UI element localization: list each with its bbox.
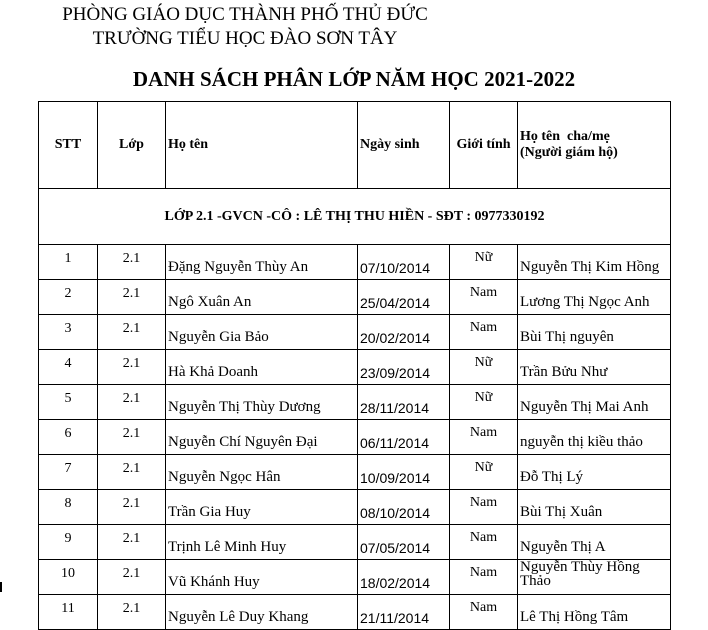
cell-gender: Nữ [450,245,518,280]
cell-student-name: Nguyễn Thị Thùy Dương [166,385,358,420]
cell-student-name: Ngô Xuân An [166,280,358,315]
col-header-class: Lớp [98,102,166,189]
table-row [39,525,671,560]
cell-class: 2.1 [98,420,166,455]
cell-gender: Nữ [450,385,518,420]
cell-parent-name: Lương Thị Ngọc Anh [518,280,671,315]
class-list-table [38,101,671,630]
cell-parent-name: Bùi Thị Xuân [518,490,671,525]
cell-stt: 4 [39,350,98,385]
cell-class: 2.1 [98,245,166,280]
cell-class: 2.1 [98,490,166,525]
col-header-parent-line1: Họ tên cha/mẹ [520,129,610,144]
col-header-name: Họ tên [166,102,358,189]
cell-dob: 08/10/2014 [358,490,450,525]
cell-gender: Nam [450,490,518,525]
cell-stt: 6 [39,420,98,455]
table-row [39,350,671,385]
table-header-row [39,102,671,189]
cell-student-name: Hà Khả Doanh [166,350,358,385]
cell-dob: 10/09/2014 [358,455,450,490]
cell-student-name: Vũ Khánh Huy [166,560,358,595]
cell-stt: 5 [39,385,98,420]
col-header-stt: STT [39,102,98,189]
cell-dob: 07/10/2014 [358,245,450,280]
cell-class: 2.1 [98,595,166,630]
cell-dob: 21/11/2014 [358,595,450,630]
cell-gender: Nam [450,560,518,595]
cell-stt: 1 [39,245,98,280]
table-row [39,560,671,595]
table-row [39,595,671,630]
cell-dob: 07/05/2014 [358,525,450,560]
cell-gender: Nam [450,280,518,315]
col-header-parent [518,102,671,189]
cell-class: 2.1 [98,385,166,420]
cell-student-name: Nguyễn Ngọc Hân [166,455,358,490]
cell-dob: 25/04/2014 [358,280,450,315]
cell-dob: 28/11/2014 [358,385,450,420]
cell-class: 2.1 [98,350,166,385]
cell-student-name: Nguyễn Chí Nguyên Đại [166,420,358,455]
cell-gender: Nữ [450,455,518,490]
cell-student-name: Trịnh Lê Minh Huy [166,525,358,560]
school-name: TRƯỜNG TIỂU HỌC ĐÀO SƠN TÂY [92,28,398,49]
page-edge-mark [0,582,2,592]
cell-parent-name: Bùi Thị nguyên [518,315,671,350]
document-title: DANH SÁCH PHÂN LỚP NĂM HỌC 2021-2022 [132,67,576,91]
table-row [39,455,671,490]
cell-parent-name: Nguyễn Thùy Hồng Thảo [518,560,671,595]
cell-parent-name: Nguyễn Thị Mai Anh [518,385,671,420]
cell-class: 2.1 [98,560,166,595]
cell-parent-name: Đỗ Thị Lý [518,455,671,490]
cell-gender: Nam [450,595,518,630]
cell-stt: 9 [39,525,98,560]
department-name: PHÒNG GIÁO DỤC THÀNH PHỐ THỦ ĐỨC [62,4,428,25]
cell-parent-name: Lê Thị Hồng Tâm [518,595,671,630]
cell-stt: 2 [39,280,98,315]
table-row [39,490,671,525]
cell-stt: 3 [39,315,98,350]
cell-dob: 06/11/2014 [358,420,450,455]
cell-stt: 7 [39,455,98,490]
cell-parent-name: Trần Bửu Như [518,350,671,385]
cell-student-name: Đặng Nguyễn Thùy An [166,245,358,280]
cell-dob: 23/09/2014 [358,350,450,385]
section-row [39,189,671,245]
cell-dob: 20/02/2014 [358,315,450,350]
col-header-parent-line2: (Người giám hộ) [520,145,618,160]
cell-student-name: Nguyễn Gia Bảo [166,315,358,350]
cell-student-name: Trần Gia Huy [166,490,358,525]
col-header-dob: Ngày sinh [358,102,450,189]
cell-gender: Nam [450,420,518,455]
cell-dob: 18/02/2014 [358,560,450,595]
cell-class: 2.1 [98,315,166,350]
cell-gender: Nữ [450,350,518,385]
col-header-gender: Giới tính [450,102,518,189]
table-row [39,315,671,350]
cell-parent-name: nguyễn thị kiều thảo [518,420,671,455]
table-row [39,385,671,420]
table-row [39,420,671,455]
cell-class: 2.1 [98,455,166,490]
table-row [39,280,671,315]
cell-stt: 11 [39,595,98,630]
cell-parent-name: Nguyễn Thị Kim Hồng [518,245,671,280]
cell-stt: 10 [39,560,98,595]
cell-student-name: Nguyễn Lê Duy Khang [166,595,358,630]
cell-class: 2.1 [98,525,166,560]
cell-parent-name: Nguyễn Thị A [518,525,671,560]
cell-class: 2.1 [98,280,166,315]
cell-stt: 8 [39,490,98,525]
table-row [39,245,671,280]
cell-gender: Nam [450,315,518,350]
section-label: LỚP 2.1 -GVCN -CÔ : LÊ THỊ THU HIỀN - SĐT : 0977330192 [39,189,671,245]
cell-gender: Nam [450,525,518,560]
